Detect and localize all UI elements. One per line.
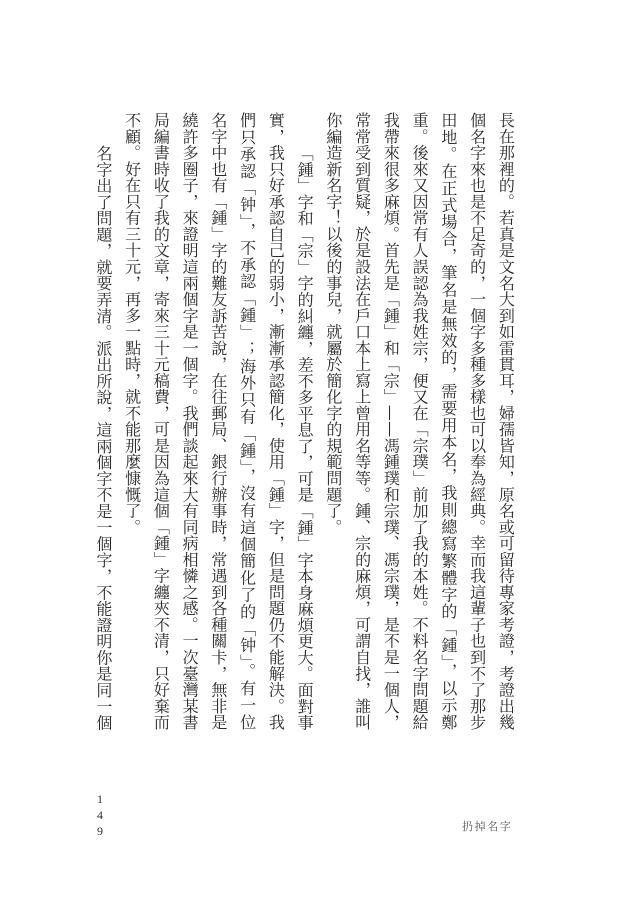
text-column: 實，我只好承認自己的弱小，漸漸承認簡化，使用「鍾」字，但是問題仍不能解決。我 <box>266 112 286 730</box>
text-column: 重。後來又因常有人誤認為我姓宗，便又在「宗璞」前加了我的本姓。不料名字問題給 <box>410 112 430 730</box>
text-column: 我帶來很多麻煩。首先是「鍾」和「宗」——馮鍾璞和宗璞、馮宗璞，是不是一個人， <box>381 112 401 730</box>
text-column: 長在那裡的。若真是文名大到如雷貫耳，婦孺皆知，原名或可留待專家考證，考證出幾 <box>496 112 516 730</box>
text-column: 名字中也有「鍾」字的難友訴苦說，在往郵局、銀行辦事時，常遇到各種關卡，無非是 <box>208 112 228 730</box>
text-column: 局編書時收了我的文章，寄來三十元稿費，可是因為這個「鍾」字纏夾不清，只好棄而 <box>151 112 171 730</box>
text-column-paragraph-end: 不顧。好在只有三十元，再多一點時，就不能那麼慷慨了。 <box>122 112 142 536</box>
text-column: 田地。在正式場合，筆名是無效的，需要用本名，我則總寫繁體字的「鍾」，以示鄭 <box>438 112 458 730</box>
text-column: 個名字來也是不足奇的，一個字多種多樣也可以奉為經典。幸而我這輩子也到不了那步 <box>467 112 487 730</box>
running-head-title: 扔掉名字 <box>462 820 513 833</box>
text-column: 們只承認「钟」，不承認「鍾」；海外只有「鍾」，沒有這個簡化了的「钟」。有一位 <box>237 112 257 730</box>
text-column-paragraph-end: 你編造新名字！以後的事兒，就屬於簡化字的規範問題了。 <box>323 112 343 536</box>
text-column: 繞許多圈子，來證明這兩個字是一個字。我們談起來大有同病相憐之感。一次臺灣某書 <box>180 112 200 730</box>
body-text <box>88 112 519 730</box>
page-number: 149 <box>93 792 107 840</box>
text-column-paragraph-start: 名字出了問題，就要弄清。派出所說，這兩個字不是一個字，不能證明你是同一個 <box>93 144 113 730</box>
text-column: 常常受到質疑，於是設法在戶口本上寫上曾用名等等。鍾、宗的麻煩，可謂自找，誰叫 <box>352 112 372 730</box>
text-column-paragraph-start: 「鍾」字和「宗」字的糾纏，差不多平息了，可是「鍾」字本身麻煩更大。面對事 <box>295 144 315 730</box>
